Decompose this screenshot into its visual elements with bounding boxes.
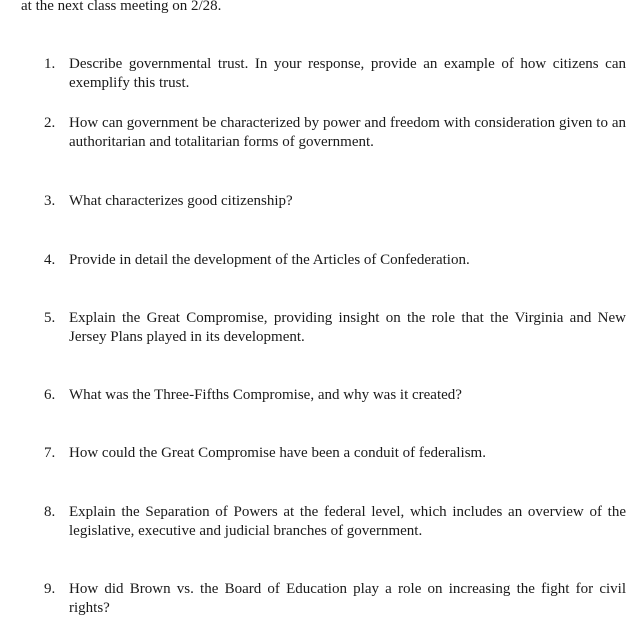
question-item xyxy=(44,192,626,211)
question-number: 6. xyxy=(44,387,56,403)
question-number: 4. xyxy=(44,252,56,268)
question-text: Describe governmental trust. In your response, provide an example of how citizens can exemplify this trust. xyxy=(69,56,626,91)
question-item xyxy=(44,309,626,347)
question-item xyxy=(44,444,626,463)
question-number: 5. xyxy=(44,310,56,326)
intro-text: at the next class meeting on 2/28. xyxy=(21,0,222,14)
question-text: How can government be characterized by power and freedom with consideration given to an authoritarian and totalitarian forms of government. xyxy=(69,115,626,150)
question-number: 7. xyxy=(44,445,56,461)
question-text: How could the Great Compromise have been a conduit of federalism. xyxy=(69,445,486,461)
question-number: 8. xyxy=(44,504,56,520)
question-text: How did Brown vs. the Board of Education play a role on increasing the fight for civil rights? xyxy=(69,581,626,616)
question-text: What characterizes good citizenship? xyxy=(69,193,293,209)
question-item xyxy=(44,580,626,618)
question-text: What was the Three-Fifths Compromise, and why was it created? xyxy=(69,387,462,403)
question-number: 2. xyxy=(44,115,56,131)
question-text: Explain the Great Compromise, providing insight on the role that the Virginia and New Jersey Plans played in its development. xyxy=(69,310,626,345)
question-item xyxy=(44,251,626,270)
question-number: 9. xyxy=(44,581,56,597)
question-number: 1. xyxy=(44,56,56,72)
question-item xyxy=(44,503,626,541)
question-number: 3. xyxy=(44,193,56,209)
question-item xyxy=(44,114,626,152)
question-item xyxy=(44,386,626,405)
question-text: Explain the Separation of Powers at the federal level, which includes an overview of the legislative, executive and judicial branches of government. xyxy=(69,504,626,539)
question-text: Provide in detail the development of the Articles of Confederation. xyxy=(69,252,470,268)
question-item xyxy=(44,55,626,93)
